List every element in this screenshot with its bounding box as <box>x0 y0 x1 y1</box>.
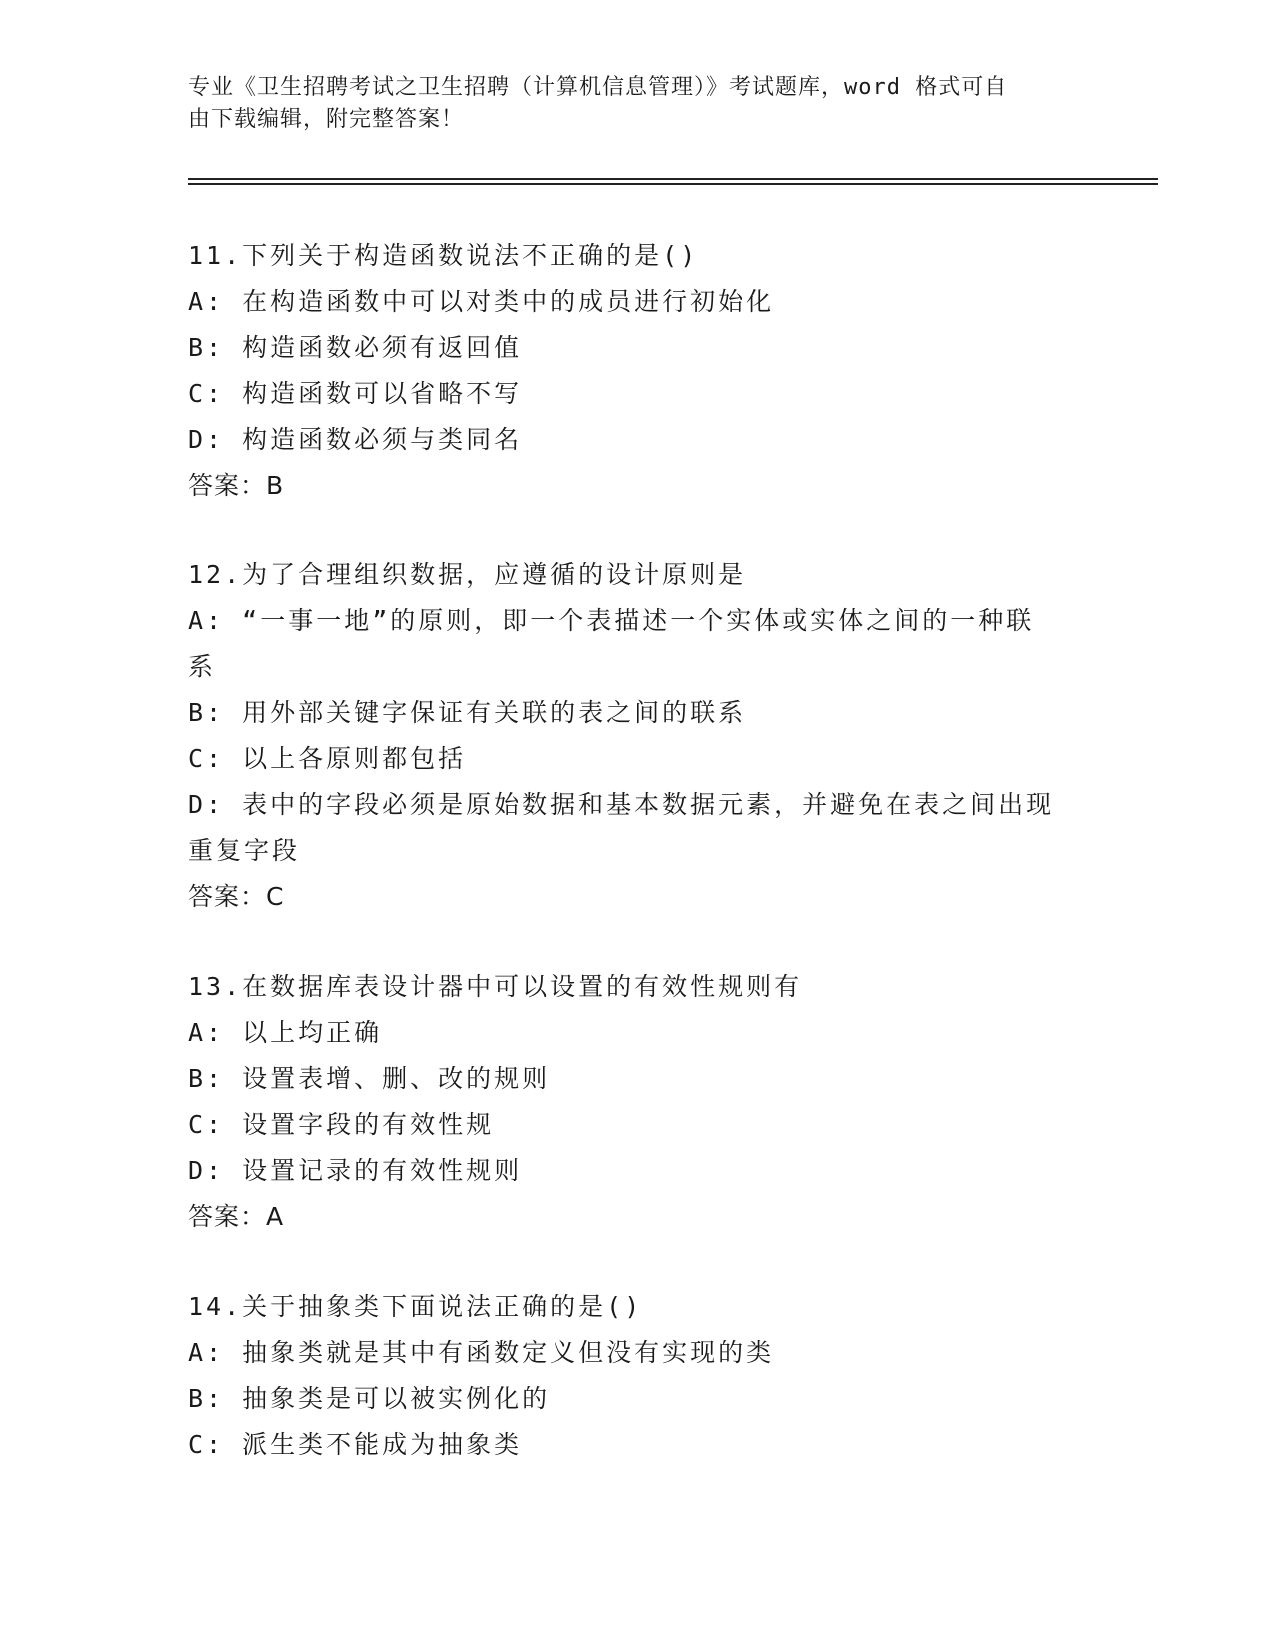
option-a: A: 在构造函数中可以对类中的成员进行初始化 <box>188 287 775 316</box>
header-divider-top <box>188 178 1158 180</box>
question-12 <box>188 552 1088 920</box>
question-14 <box>188 1284 1088 1468</box>
answer-label: 答案：A <box>188 1202 285 1231</box>
question-11 <box>188 233 1088 509</box>
option-a: A: 以上均正确 <box>188 1018 383 1047</box>
question-stem: 14.关于抽象类下面说法正确的是() <box>188 1292 643 1321</box>
header-line-1: 专业《卫生招聘考试之卫生招聘（计算机信息管理）》考试题库，word 格式可自 <box>188 75 1008 100</box>
option-d-continuation: 重复字段 <box>188 836 301 865</box>
option-d: D: 设置记录的有效性规则 <box>188 1156 523 1185</box>
answer-label: 答案：B <box>188 471 285 500</box>
question-13 <box>188 964 1088 1240</box>
header-divider-bottom <box>188 183 1158 185</box>
option-d: D: 表中的字段必须是原始数据和基本数据元素，并避免在表之间出现 <box>188 790 1055 819</box>
option-a-continuation: 系 <box>188 652 217 681</box>
option-c: C: 构造函数可以省略不写 <box>188 379 523 408</box>
option-a: A: “一事一地”的原则，即一个表描述一个实体或实体之间的一种联 <box>188 606 1035 635</box>
option-c: C: 派生类不能成为抽象类 <box>188 1430 523 1459</box>
option-a: A: 抽象类就是其中有函数定义但没有实现的类 <box>188 1338 775 1367</box>
question-stem: 13.在数据库表设计器中可以设置的有效性规则有 <box>188 972 803 1001</box>
option-b: B: 设置表增、删、改的规则 <box>188 1064 551 1093</box>
option-d: D: 构造函数必须与类同名 <box>188 425 523 454</box>
header-line-2: 由下载编辑，附完整答案！ <box>188 107 465 132</box>
question-stem: 12.为了合理组织数据，应遵循的设计原则是 <box>188 560 747 589</box>
question-stem: 11.下列关于构造函数说法不正确的是() <box>188 241 699 270</box>
option-b: B: 构造函数必须有返回值 <box>188 333 523 362</box>
document-header <box>188 72 1068 136</box>
option-b: B: 用外部关键字保证有关联的表之间的联系 <box>188 698 747 727</box>
option-c: C: 设置字段的有效性规 <box>188 1110 495 1139</box>
option-b: B: 抽象类是可以被实例化的 <box>188 1384 551 1413</box>
answer-label: 答案：C <box>188 882 285 911</box>
option-c: C: 以上各原则都包括 <box>188 744 467 773</box>
